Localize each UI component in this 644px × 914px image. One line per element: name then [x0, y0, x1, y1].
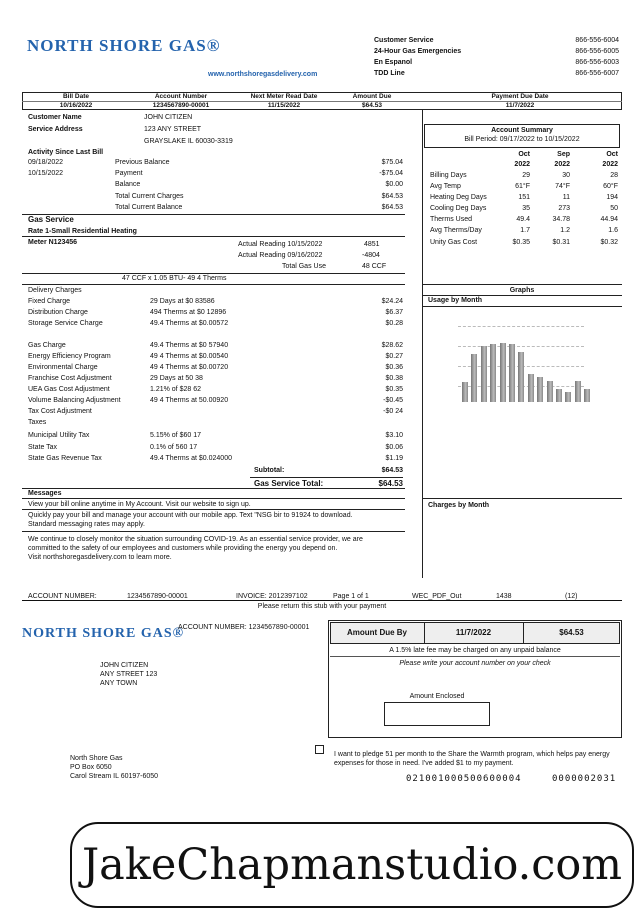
- website-link[interactable]: www.northshoregasdelivery.com: [208, 71, 318, 78]
- charge-desc: State Gas Revenue Tax: [28, 455, 102, 462]
- summary-value: $0.35: [512, 239, 530, 246]
- contact-label: Customer Service: [374, 37, 434, 44]
- usage-bar: [500, 343, 506, 402]
- charge-calc: 49.4 Therms at $0 57940: [150, 342, 229, 349]
- stub-code: 1438: [496, 593, 512, 600]
- summary-value: 74°F: [555, 183, 570, 190]
- col-month: Sep: [557, 151, 570, 158]
- contact-phone: 866-556-6007: [575, 70, 619, 77]
- usage-bar: [547, 381, 553, 402]
- charge-desc: Franchise Cost Adjustment: [28, 375, 112, 382]
- charge-calc: 49.4 Therms at $0.024000: [150, 455, 232, 462]
- contact-phone: 866-556-6004: [575, 37, 619, 44]
- stub-account: 1234567890-00001: [127, 593, 188, 600]
- next-read-date: 11/15/2022: [267, 102, 301, 109]
- activity-row: [28, 169, 403, 179]
- summary-value: 11: [562, 194, 570, 201]
- activity-desc: Total Current Balance: [115, 204, 183, 211]
- charge-calc: 49 4 Therms at $0.00720: [150, 364, 229, 371]
- pledge-text: I want to pledge 51 per month to the Share the Warmth program, which helps pay energy expenses for those in need. I've added $1 to my payment.: [334, 751, 610, 767]
- usage-bar: [565, 392, 571, 402]
- summary-value: 29: [522, 172, 530, 179]
- charge-row: [28, 341, 403, 351]
- remit-po-box: PO Box 6050: [70, 764, 112, 771]
- charge-desc: Energy Efficiency Program: [28, 353, 111, 360]
- charge-row: [28, 443, 403, 453]
- charge-amount: $0.06: [385, 444, 403, 451]
- charge-calc: 49 4 Therms at $0.00540: [150, 353, 229, 360]
- charge-row: [28, 308, 403, 318]
- summary-value: 34.78: [552, 216, 570, 223]
- return-note: Please return this stub with your payment: [257, 603, 387, 610]
- charge-row: [28, 319, 403, 329]
- charges-by-month-title: Charges by Month: [428, 502, 490, 509]
- message-line: View your bill online anytime in My Account. Visit our website to sign up.: [28, 501, 251, 508]
- write-account-note: Please write your account number on your check: [399, 660, 551, 667]
- charge-calc: 29 Days at $0 83586: [150, 298, 215, 305]
- activity-desc: Balance: [115, 181, 141, 188]
- charge-desc: Delivery Charges: [28, 287, 82, 294]
- account-number-label: Account Number: [154, 93, 208, 100]
- account-summary-table: [430, 150, 618, 250]
- summary-label: Billing Days: [430, 172, 467, 179]
- activity-amount: $64.53: [381, 204, 403, 211]
- charge-amount: $0.35: [385, 386, 403, 393]
- charge-desc: Volume Balancing Adjustment: [28, 397, 121, 404]
- charge-amount: $3.10: [385, 432, 403, 439]
- charge-row: [28, 363, 403, 373]
- charge-amount: -$0 24: [383, 408, 403, 415]
- charge-calc: 49.4 Therms at $0.00572: [150, 320, 229, 327]
- activity-table: [28, 158, 403, 214]
- customer-name-label: Customer Name: [28, 114, 82, 121]
- summary-value: 273: [558, 205, 570, 212]
- message-line: Standard messaging rates may apply.: [28, 521, 145, 528]
- stub-account-label: ACCOUNT NUMBER:: [28, 593, 97, 600]
- charge-row: [28, 297, 403, 307]
- summary-label: Heating Deg Days: [430, 194, 487, 201]
- usage-bar: [462, 382, 468, 402]
- next-read-label: Next Meter Read Date: [250, 93, 318, 100]
- summary-value: 1.6: [608, 227, 618, 234]
- amount-due: $64.53: [362, 102, 382, 109]
- due-amount: $64.53: [559, 628, 584, 637]
- summary-value: 1.7: [520, 227, 530, 234]
- amount-enclosed-field[interactable]: [384, 702, 490, 726]
- charge-calc: 0.1% of 560 17: [150, 444, 198, 451]
- reading-label: Total Gas Use: [282, 263, 326, 270]
- scan-line-2: 0000002031: [552, 774, 617, 784]
- contact-label: 24-Hour Gas Emergencies: [374, 48, 462, 55]
- stub-doc: WEC_PDF_Out: [412, 593, 462, 600]
- summary-value: 30: [562, 172, 570, 179]
- service-address-line2: GRAYSLAKE IL 60030-3319: [144, 138, 233, 145]
- stub-logo: NORTH SHORE GAS®: [22, 626, 185, 641]
- usage-bar: [518, 352, 524, 402]
- charges-table: [28, 286, 403, 468]
- usage-bar: [528, 374, 534, 402]
- charge-amount: $28.62: [381, 342, 403, 349]
- customer-name: JOHN CITIZEN: [144, 114, 193, 121]
- reading-label: Actual Reading 10/15/2022: [238, 241, 323, 248]
- reading-value: 4851: [364, 241, 380, 248]
- amount-due-label: Amount Due: [352, 93, 392, 100]
- stub-logo-account: ACCOUNT NUMBER: 1234567890-00001: [178, 624, 310, 631]
- watermark-banner: [70, 822, 634, 908]
- bill-period: Bill Period: 09/17/2022 to 10/15/2022: [464, 136, 580, 143]
- activity-date: 10/15/2022: [28, 170, 64, 177]
- charge-desc: Tax Cost Adjustment: [28, 408, 92, 415]
- reading-label: Actual Reading 09/16/2022: [238, 252, 323, 259]
- charge-calc: 494 Therms at $0 12896: [150, 309, 227, 316]
- usage-bar: [575, 381, 581, 402]
- usage-bar: [481, 346, 487, 402]
- usage-bar: [584, 389, 590, 402]
- charge-row: [28, 352, 403, 362]
- usage-bar: [471, 354, 477, 402]
- activity-desc: Previous Balance: [115, 159, 170, 166]
- charge-desc: Storage Service Charge: [28, 320, 103, 327]
- chart-gridline: [458, 346, 584, 347]
- charge-calc: 49 4 Therms at 50.00920: [150, 397, 229, 404]
- account-summary-title: Account Summary: [491, 127, 553, 134]
- usage-bar: [556, 389, 562, 402]
- service-address-line1: 123 ANY STREET: [144, 126, 202, 133]
- watermark-text: JakeChapmanstudio.com: [81, 840, 623, 890]
- conversion-note: 47 CCF x 1.05 BTU- 49 4 Therms: [122, 275, 227, 282]
- mail-address1: ANY STREET 123: [100, 671, 158, 678]
- contact-label: En Espanol: [374, 59, 413, 66]
- summary-value: 28: [610, 172, 618, 179]
- charge-desc: Environmental Charge: [28, 364, 98, 371]
- due-date: 11/7/2022: [455, 628, 492, 637]
- summary-value: 60°F: [603, 183, 618, 190]
- message-line: We continue to closely monitor the situation surrounding COVID-19. As an essential service provider, we are: [28, 536, 363, 543]
- meter-readings: [238, 240, 403, 272]
- charge-calc: 5.15% of $60 17: [150, 432, 201, 439]
- stub-page: Page 1 of 1: [333, 593, 369, 600]
- activity-title: Activity Since Last Bill: [28, 149, 104, 156]
- gas-service-title: Gas Service: [28, 215, 74, 224]
- bill-date: 10/16/2022: [59, 102, 93, 109]
- company-logo: NORTH SHORE GAS®: [27, 36, 221, 55]
- reading-value: -4804: [362, 252, 380, 259]
- account-number: 1234567890-00001: [152, 102, 210, 109]
- summary-label: Avg Therms/Day: [430, 227, 482, 234]
- summary-label: Unity Gas Cost: [430, 239, 478, 246]
- charge-amount: $24.24: [381, 298, 403, 305]
- charge-row: [28, 385, 403, 395]
- col-month: Oct: [606, 151, 618, 158]
- charge-row: [28, 396, 403, 406]
- activity-date: 09/18/2022: [28, 159, 64, 166]
- messages-title: Messages: [28, 490, 62, 497]
- service-address-label: Service Address: [28, 126, 83, 133]
- charge-desc: Taxes: [28, 419, 47, 426]
- charge-desc: Distribution Charge: [28, 309, 88, 316]
- charge-row: [28, 454, 403, 464]
- col-year: 2022: [554, 161, 570, 168]
- usage-bar: [537, 377, 543, 402]
- mail-name: JOHN CITIZEN: [100, 662, 149, 669]
- subtotal-amount: $64.53: [381, 467, 403, 474]
- activity-amount: $64.53: [381, 193, 403, 200]
- summary-value: $0.32: [600, 239, 618, 246]
- message-line: Quickly pay your bill and manage your account with our mobile app. Text "NSG bir to 91924 to download.: [28, 512, 353, 519]
- col-year: 2022: [602, 161, 618, 168]
- activity-row: [28, 203, 403, 213]
- payment-due-date: 11/7/2022: [505, 102, 535, 109]
- summary-label: Avg Temp: [430, 183, 461, 190]
- charge-desc: Fixed Charge: [28, 298, 71, 305]
- late-fee-note: A 1.5% late fee may be charged on any unpaid balance: [389, 647, 561, 654]
- charge-row: [28, 374, 403, 384]
- charge-row: [28, 407, 403, 417]
- summary-value: 61°F: [515, 183, 530, 190]
- activity-desc: Payment: [115, 170, 143, 177]
- usage-bar: [509, 344, 515, 402]
- col-year: 2022: [514, 161, 530, 168]
- charge-calc: 29 Days at 50 38: [150, 375, 203, 382]
- message-line: Visit northshoregasdelivery.com to learn more.: [28, 554, 172, 561]
- total-amount: $64.53: [378, 479, 403, 488]
- mail-address2: ANY TOWN: [100, 680, 138, 687]
- charge-calc: 1.21% of $28 62: [150, 386, 201, 393]
- meter-label: Meter N123456: [28, 239, 78, 246]
- summary-value: 35: [522, 205, 530, 212]
- payment-due-label: Payment Due Date: [491, 93, 549, 100]
- reading-value: 48 CCF: [362, 263, 387, 270]
- charge-amount: -$0.45: [383, 397, 403, 404]
- summary-label: Cooling Deg Days: [430, 205, 487, 212]
- charge-amount: $0.27: [385, 353, 403, 360]
- activity-amount: $75.04: [381, 159, 403, 166]
- charge-amount: $0.38: [385, 375, 403, 382]
- summary-value: 49.4: [516, 216, 530, 223]
- charge-desc: Municipal Utility Tax: [28, 432, 90, 439]
- graphs-title: Graphs: [509, 287, 535, 294]
- contact-phone: 866-556-6003: [575, 59, 619, 66]
- stub-invoice: INVOICE: 2012397102: [236, 593, 308, 600]
- charge-amount: $0.28: [385, 320, 403, 327]
- remit-city: Carol Stream IL 60197-6050: [70, 773, 159, 780]
- chart-gridline: [458, 326, 584, 327]
- charge-desc: Gas Charge: [28, 342, 66, 349]
- due-label: Amount Due By: [347, 628, 407, 637]
- bill-date-label: Bill Date: [62, 93, 89, 100]
- charge-amount: $0.36: [385, 364, 403, 371]
- usage-bar: [490, 344, 496, 402]
- rate-label: Rate 1-Small Residential Heating: [28, 228, 137, 235]
- charge-row: [28, 431, 403, 441]
- summary-label: Therms Used: [430, 216, 473, 223]
- charge-row: [28, 418, 403, 428]
- activity-row: [28, 192, 403, 202]
- activity-amount: $0.00: [385, 181, 403, 188]
- usage-chart: [446, 322, 596, 402]
- activity-desc: Total Current Charges: [115, 193, 184, 200]
- charge-desc: UEA Gas Cost Adjustment: [28, 386, 110, 393]
- gas-service-totals: [250, 466, 403, 490]
- scan-line-1: 021001000500600004: [406, 774, 522, 784]
- amount-enclosed-label: Amount Enclosed: [409, 693, 465, 700]
- col-month: Oct: [518, 151, 530, 158]
- charge-desc: State Tax: [28, 444, 58, 451]
- activity-amount: -$75.04: [379, 170, 403, 177]
- activity-row: [28, 158, 403, 168]
- summary-value: $0.31: [552, 239, 570, 246]
- summary-value: 1.2: [560, 227, 570, 234]
- stub-code: (12): [565, 593, 578, 600]
- pledge-checkbox[interactable]: [315, 745, 324, 754]
- total-label: Gas Service Total:: [254, 479, 324, 488]
- charge-amount: $6.37: [385, 309, 403, 316]
- usage-by-month-title: Usage by Month: [428, 297, 483, 304]
- charge-amount: $1.19: [385, 455, 403, 462]
- contact-label: TDD Line: [374, 70, 405, 77]
- contact-phone: 866-556-6005: [575, 48, 619, 55]
- summary-value: 194: [606, 194, 618, 201]
- charge-row: [28, 286, 403, 296]
- message-line: committed to the safety of our employees and customers while providing the energy you depend on.: [28, 545, 338, 552]
- summary-value: 50: [610, 205, 618, 212]
- activity-row: [28, 180, 403, 190]
- subtotal-label: Subtotal:: [254, 467, 285, 474]
- summary-value: 44.94: [600, 216, 618, 223]
- remit-name: North Shore Gas: [70, 755, 123, 762]
- summary-value: 151: [518, 194, 530, 201]
